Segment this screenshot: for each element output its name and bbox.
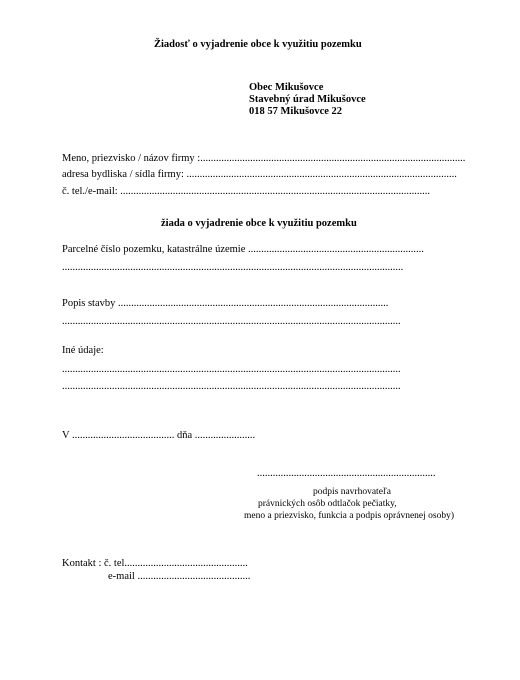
other-data-line: ................................................................................................................................. <box>62 381 401 392</box>
contact-phone-field: Kontakt : č. tel............................................... <box>62 558 248 569</box>
signature-label: meno a priezvisko, funkcia a podpis oprávnenej osoby) <box>244 511 454 521</box>
applicant-name-field: Meno, priezvisko / názov firmy :..................................................................................................... <box>62 153 466 164</box>
page-title: Žiadosť o vyjadrenie obce k využitiu pozemku <box>154 39 362 50</box>
other-data-line: ................................................................................................................................. <box>62 364 401 375</box>
recipient-address: 018 57 Mikušovce 22 <box>249 106 343 117</box>
request-subtitle: žiada o vyjadrenie obce k využitiu pozemku <box>161 218 357 229</box>
recipient-office: Stavebný úrad Mikušovce <box>249 94 366 105</box>
building-field: Popis stavby ....................................................................................................... <box>62 298 389 309</box>
applicant-address-field: adresa bydliska / sídla firmy: ....................................................................................................... <box>62 169 457 180</box>
other-data-label: Iné údaje: <box>62 345 104 356</box>
parcel-line: .................................................................................................................................. <box>62 262 404 273</box>
applicant-contact-field: č. tel./e-mail: ...................................................................................................................... <box>62 186 431 197</box>
signature-label: právnických osôb odtlačok pečiatky, <box>258 499 397 509</box>
contact-email-field: e-mail ........................................... <box>108 571 251 582</box>
signature-line: .................................................................... <box>257 468 436 479</box>
place-date-field: V ....................................... dňa ....................... <box>62 430 256 441</box>
parcel-field: Parcelné číslo pozemku, katastrálne územie ................................................................... <box>62 244 424 255</box>
recipient-name: Obec Mikušovce <box>249 82 324 93</box>
signature-label: podpis navrhovateľa <box>313 487 391 497</box>
building-line: ................................................................................................................................. <box>62 316 401 327</box>
